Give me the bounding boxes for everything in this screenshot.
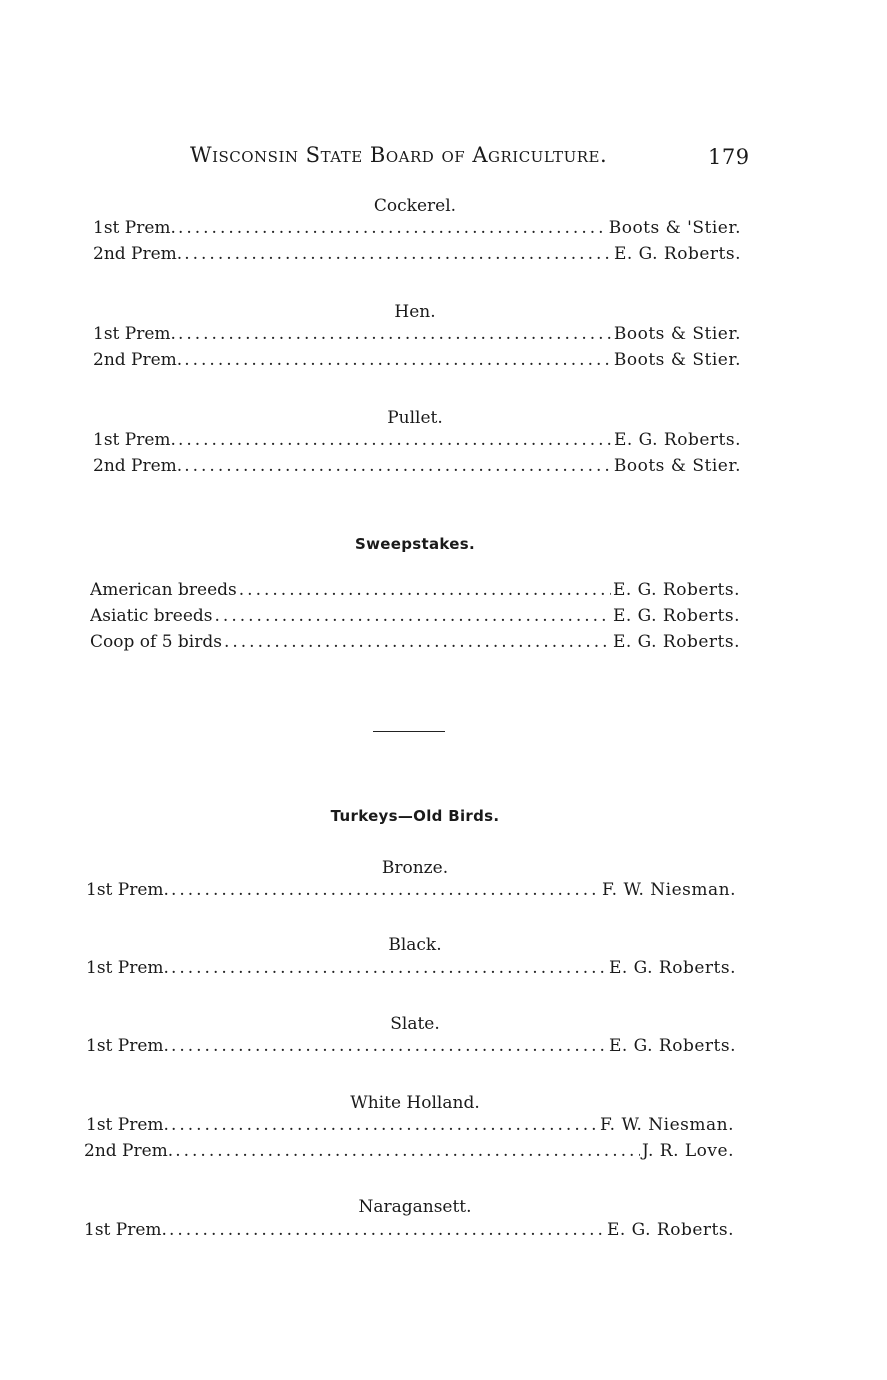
- section-heading-cockerel: Cockerel.: [373, 196, 457, 216]
- entry-winner: E. G. Roberts.: [608, 958, 736, 978]
- entry-label: Asiatic breeds: [90, 606, 213, 626]
- section-heading-turkeys: Turkeys—Old Birds.: [330, 807, 500, 825]
- entry-row: [93, 218, 741, 242]
- entry-winner: J. R. Love.: [641, 1141, 734, 1161]
- section-heading-black: Black.: [388, 935, 442, 955]
- section-heading-sweepstakes: Sweepstakes.: [355, 535, 475, 553]
- section-heading-slate: Slate.: [390, 1014, 440, 1034]
- entry-row: [93, 324, 741, 348]
- section-heading-pullet: Pullet.: [387, 408, 443, 428]
- dot-leader: [239, 580, 611, 600]
- entry-winner: Boots & Stier.: [613, 324, 741, 344]
- dot-leader: [171, 1036, 607, 1056]
- entry-label: 1st Prem.: [93, 324, 176, 344]
- dot-leader: [178, 430, 612, 450]
- running-header: [190, 143, 750, 173]
- entry-winner: E. G. Roberts.: [612, 580, 740, 600]
- entry-row: [86, 958, 736, 982]
- entry-row: [93, 350, 741, 374]
- entry-winner: E. G. Roberts.: [612, 606, 740, 626]
- section-heading-hen: Hen.: [394, 302, 436, 322]
- section-divider: [373, 731, 445, 732]
- entry-row: [84, 1141, 734, 1165]
- entry-label: 1st Prem.: [86, 880, 169, 900]
- entry-row: [90, 606, 740, 630]
- entry-winner: E. G. Roberts.: [606, 1220, 734, 1240]
- dot-leader: [184, 456, 612, 476]
- entry-row: [86, 880, 736, 904]
- entry-row: [93, 244, 741, 268]
- entry-row: [93, 456, 741, 480]
- entry-label: 1st Prem.: [84, 1220, 167, 1240]
- dot-leader: [169, 1220, 605, 1240]
- dot-leader: [178, 218, 607, 238]
- entry-label: Coop of 5 birds: [90, 632, 222, 652]
- entry-row: [90, 580, 740, 604]
- dot-leader: [178, 324, 612, 344]
- entry-row: [86, 1115, 734, 1139]
- dot-leader: [171, 958, 607, 978]
- entry-label: 1st Prem.: [93, 430, 176, 450]
- entry-winner: E. G. Roberts.: [608, 1036, 736, 1056]
- entry-row: [93, 430, 741, 454]
- dot-leader: [224, 632, 611, 652]
- entry-winner: F. W. Niesman.: [602, 880, 736, 900]
- section-heading-naragansett: Naragansett.: [358, 1197, 472, 1217]
- entry-label: 2nd Prem.: [84, 1141, 174, 1161]
- header-title: Wisconsin State Board of Agriculture.: [190, 143, 608, 167]
- entry-winner: E. G. Roberts.: [613, 430, 741, 450]
- entry-winner: F. W. Niesman.: [600, 1115, 734, 1135]
- entry-label: 1st Prem.: [93, 218, 176, 238]
- dot-leader: [184, 244, 612, 264]
- entry-label: 2nd Prem.: [93, 244, 183, 264]
- dot-leader: [175, 1141, 640, 1161]
- entry-winner: E. G. Roberts.: [612, 632, 740, 652]
- entry-label: 2nd Prem.: [93, 456, 183, 476]
- entry-label: American breeds: [90, 580, 237, 600]
- dot-leader: [171, 1115, 598, 1135]
- entry-winner: Boots & 'Stier.: [608, 218, 741, 238]
- dot-leader: [215, 606, 611, 626]
- entry-winner: Boots & Stier.: [613, 456, 741, 476]
- entry-winner: Boots & Stier.: [613, 350, 741, 370]
- entry-label: 1st Prem.: [86, 1036, 169, 1056]
- page-number: 179: [708, 145, 750, 169]
- entry-row: [90, 632, 740, 656]
- section-heading-bronze: Bronze.: [381, 858, 449, 878]
- entry-label: 2nd Prem.: [93, 350, 183, 370]
- section-heading-white-holland: White Holland.: [350, 1093, 480, 1113]
- dot-leader: [184, 350, 612, 370]
- entry-row: [86, 1036, 736, 1060]
- dot-leader: [171, 880, 600, 900]
- entry-winner: E. G. Roberts.: [613, 244, 741, 264]
- entry-row: [84, 1220, 734, 1244]
- entry-label: 1st Prem.: [86, 958, 169, 978]
- entry-label: 1st Prem.: [86, 1115, 169, 1135]
